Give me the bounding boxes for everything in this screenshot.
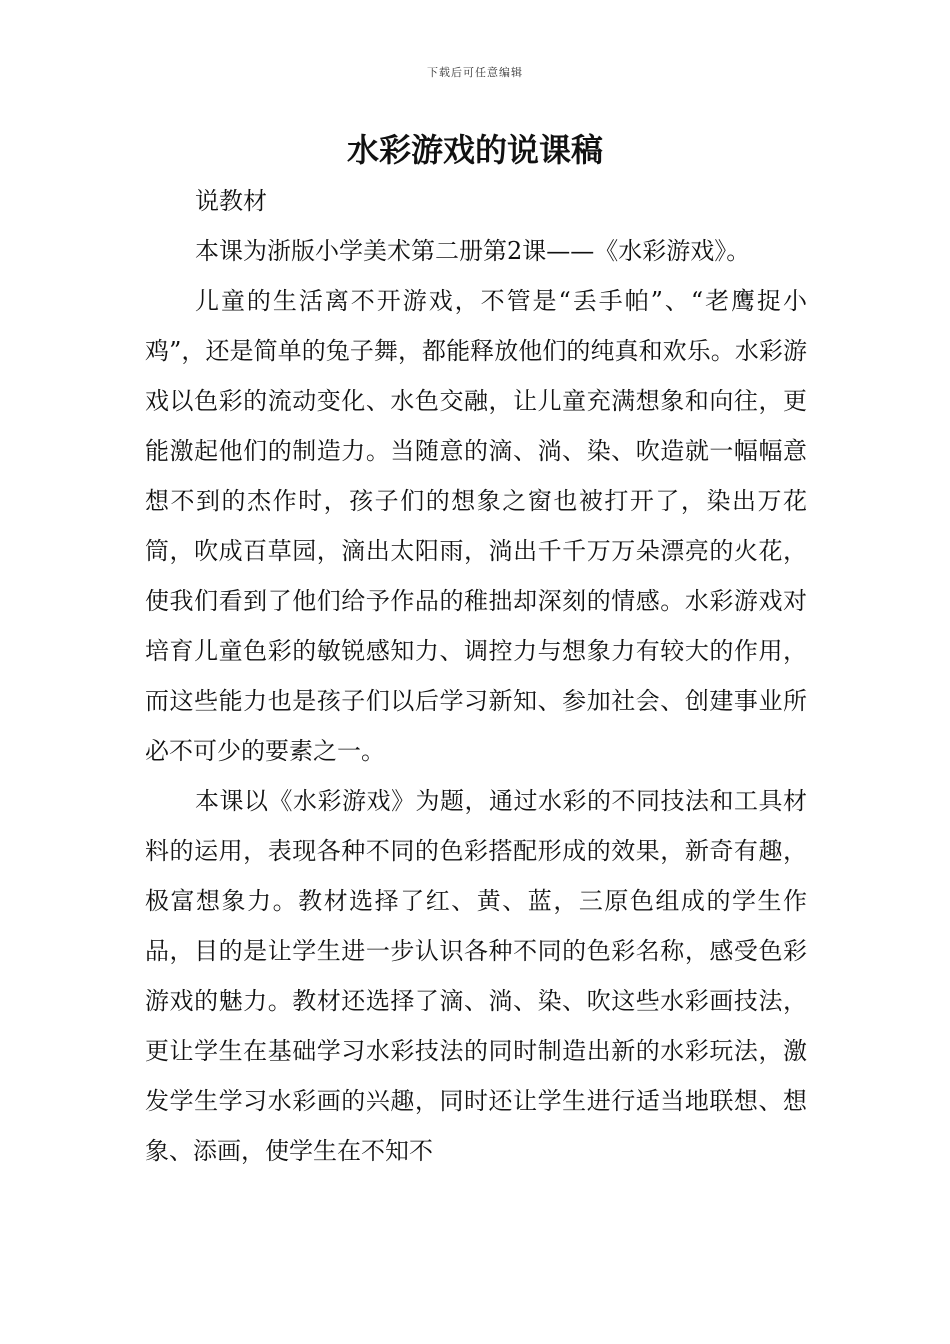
paragraph-lesson-content: 本课以《水彩游戏》为题，通过水彩的不同技法和工具材料的运用，表现各种不同的色彩搭配形成的效果，新奇有趣，极富想象力。教材选择了红、黄、蓝，三原色组成的学生作品，目的是让学生进一步认识各种不同的色彩名称，感受色彩游戏的魅力。教材还选择了滴、淌、染、吹这些水彩画技法，更让学生在基础学习水彩技法的同时制造出新的水彩玩法，激发学生学习水彩画的兴趣，同时还让学生进行适当地联想、想象、添画，使学生在不知不 — [145, 787, 807, 1165]
paragraph-intro: 本课为浙版小学美术第二册第2课——《水彩游戏》。 — [195, 237, 751, 265]
document-title: 水彩游戏的说课稿 — [346, 131, 603, 169]
document-body — [145, 176, 807, 1176]
paragraph-children-games: 儿童的生活离不开游戏，不管是“丢手帕”、“老鹰捉小鸡”，还是简单的兔子舞，都能释放他们的纯真和欢乐。水彩游戏以色彩的流动变化、水色交融，让儿童充满想象和向往，更能激起他们的制造力。当随意的滴、淌、染、吹造就一幅幅意想不到的杰作时，孩子们的想象之窗也被打开了，染出万花筒，吹成百草园，滴出太阳雨，淌出千千万万朵漂亮的火花，使我们看到了他们给予作品的稚拙却深刻的情感。水彩游戏对培育儿童色彩的敏锐感知力、调控力与想象力有较大的作用，而这些能力也是孩子们以后学习新知、参加社会、创建事业所必不可少的要素之一。 — [145, 287, 807, 765]
section-heading: 说教材 — [195, 187, 267, 215]
header-note: 下载后可任意编辑 — [427, 66, 523, 79]
